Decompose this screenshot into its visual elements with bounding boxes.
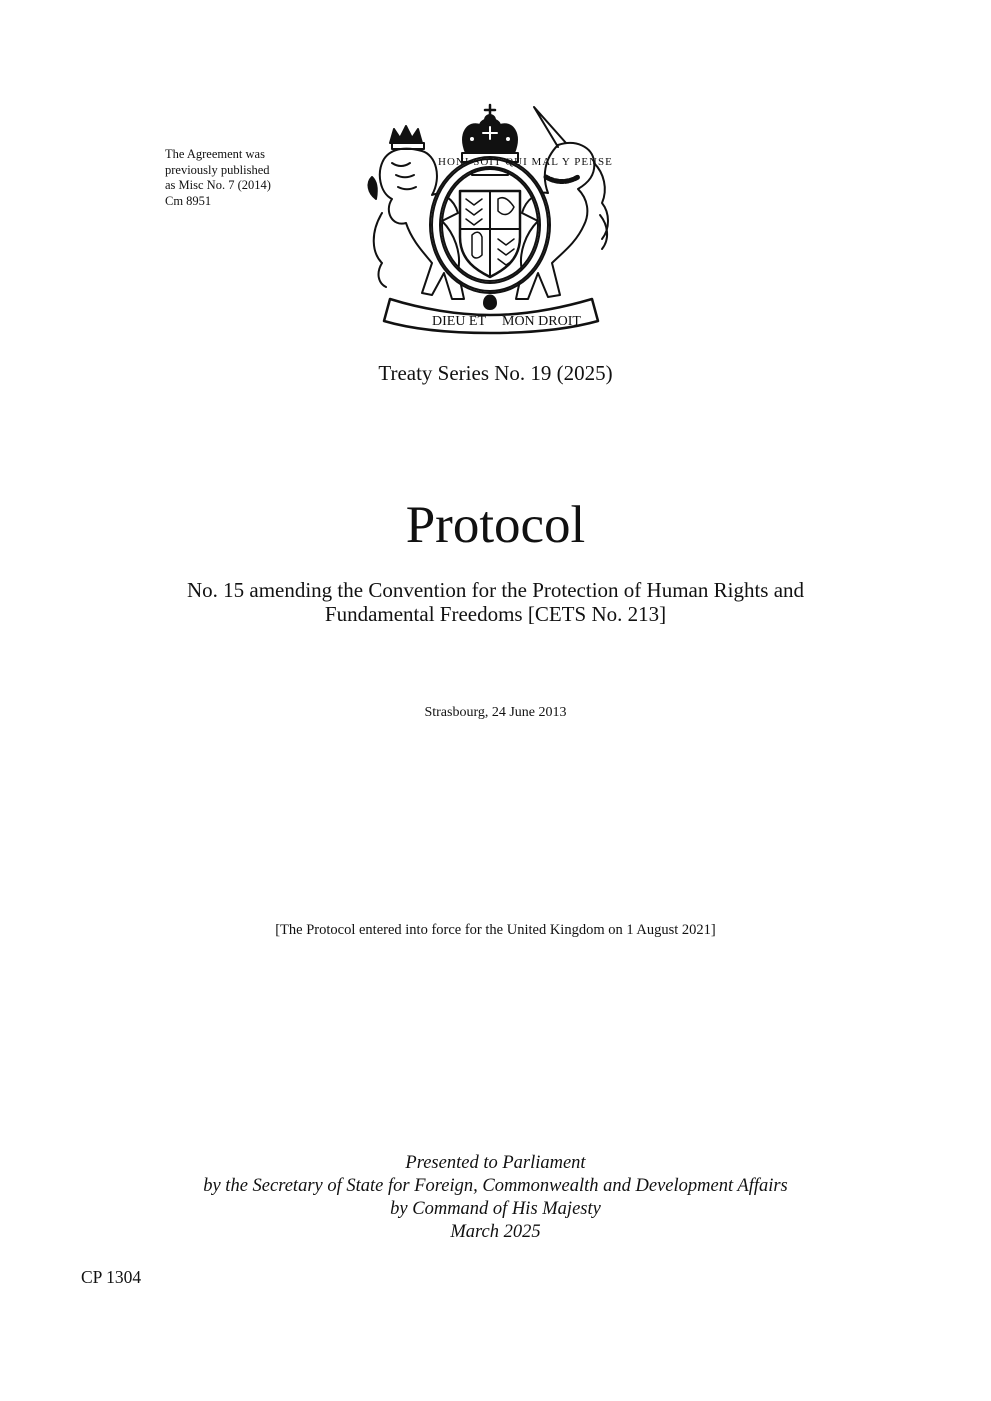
previous-publication-note [165,147,325,209]
presented-line: Presented to Parliament [405,1153,586,1173]
royal-coat-of-arms-logo [362,103,620,335]
note-line: Cm 8951 [165,193,212,208]
subtitle-line: Fundamental Freedoms [CETS No. 213] [324,602,667,626]
shield-icon [460,191,520,277]
command-paper-number: CP 1304 [81,1267,142,1287]
presented-line: by Command of His Majesty [390,1199,601,1219]
document-title: Protocol [405,496,586,554]
place-and-date: Strasbourg, 24 June 2013 [424,705,567,720]
crown-icon [462,105,518,162]
lion-crown-icon [390,126,424,149]
presented-line: March 2025 [450,1222,541,1242]
presentation-statement [100,1152,891,1244]
note-line: previously published [165,162,270,177]
note-line: as Misc No. 7 (2014) [165,178,271,192]
motto-left: DIEU ET [432,314,487,329]
note-line: The Agreement was [165,147,265,161]
entry-into-force-note: [The Protocol entered into force for the United Kingdom on 1 August 2021] [275,922,716,938]
garter-motto: HONI SOIT QUI MAL Y PENSE [438,156,613,168]
unicorn-horn-icon [534,107,566,147]
treaty-series-number: Treaty Series No. 19 (2025) [378,361,613,385]
subtitle-line: No. 15 amending the Convention for the Protection of Human Rights and [186,578,805,602]
document-subtitle [100,578,891,626]
presented-line: by the Secretary of State for Foreign, Commonwealth and Development Affairs [203,1176,788,1196]
motto-right: MON DROIT [502,314,581,329]
